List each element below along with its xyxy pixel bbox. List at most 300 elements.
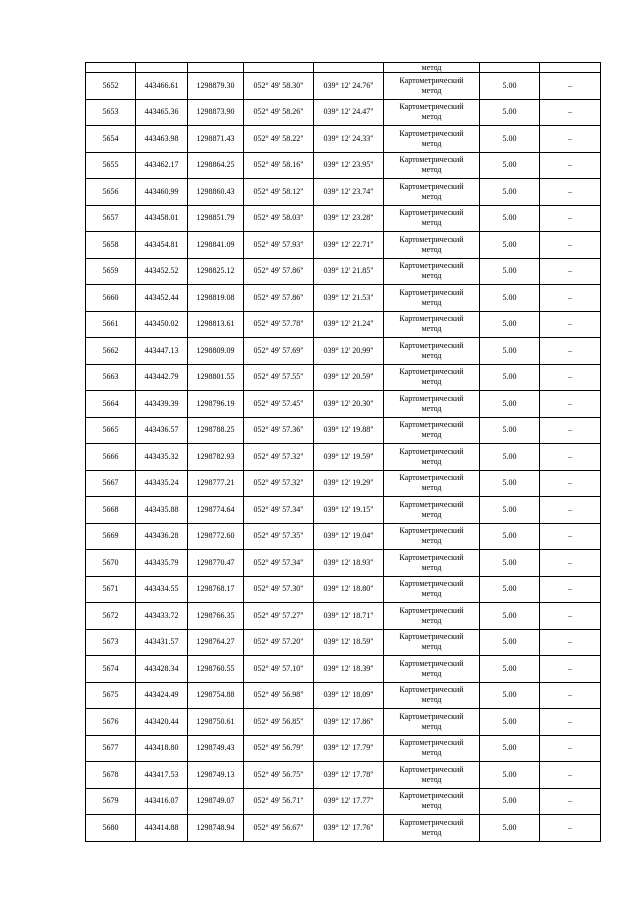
accuracy-cell: 5.00 (480, 258, 540, 285)
method-text-line: метод (421, 642, 442, 652)
note-cell: – (540, 709, 601, 736)
point-number-cell: 5671 (86, 576, 136, 603)
y-coordinate-cell: 1298766.35 (188, 603, 244, 630)
method-text-line: метод (421, 748, 442, 758)
x-coordinate-cell: 443439.39 (136, 391, 188, 418)
accuracy-cell (480, 63, 540, 73)
x-coordinate-cell: 443435.79 (136, 550, 188, 577)
y-coordinate-cell: 1298841.09 (188, 232, 244, 259)
method-text-line: Картометрический (399, 287, 464, 297)
y-coordinate-cell: 1298813.61 (188, 311, 244, 338)
method-text-line: Картометрический (399, 473, 464, 483)
latitude-cell: 052° 49' 58.12" (244, 179, 314, 206)
point-number-cell: 5667 (86, 470, 136, 497)
point-number-cell: 5660 (86, 285, 136, 312)
method-cell (384, 285, 480, 312)
method-cell (384, 682, 480, 709)
method-text-line: метод (421, 271, 442, 281)
y-coordinate-cell: 1298819.08 (188, 285, 244, 312)
accuracy-cell: 5.00 (480, 285, 540, 312)
table-body (86, 63, 601, 842)
accuracy-cell: 5.00 (480, 815, 540, 842)
table-row (86, 285, 601, 312)
x-coordinate-cell: 443433.72 (136, 603, 188, 630)
method-cell (384, 709, 480, 736)
latitude-cell: 052° 49' 57.86" (244, 285, 314, 312)
method-text-line: Картометрический (399, 181, 464, 191)
method-text-line: Картометрический (399, 128, 464, 138)
note-cell (540, 63, 601, 73)
method-text-line: Картометрический (399, 499, 464, 509)
longitude-cell: 039° 12' 18.09" (314, 682, 384, 709)
y-coordinate-cell: 1298782.93 (188, 444, 244, 471)
latitude-cell: 052° 49' 57.36" (244, 417, 314, 444)
method-cell (384, 788, 480, 815)
method-cell (384, 656, 480, 683)
latitude-cell: 052° 49' 57.27" (244, 603, 314, 630)
point-number-cell: 5663 (86, 364, 136, 391)
table-row (86, 735, 601, 762)
y-coordinate-cell: 1298772.60 (188, 523, 244, 550)
method-cell (384, 735, 480, 762)
x-coordinate-cell: 443462.17 (136, 152, 188, 179)
method-cell (384, 311, 480, 338)
method-cell (384, 762, 480, 789)
longitude-cell: 039° 12' 18.80" (314, 576, 384, 603)
method-text-line: метод (421, 218, 442, 228)
longitude-cell: 039° 12' 17.76" (314, 815, 384, 842)
table-row (86, 126, 601, 153)
note-cell: – (540, 523, 601, 550)
table-row (86, 523, 601, 550)
method-cell (384, 205, 480, 232)
accuracy-cell: 5.00 (480, 364, 540, 391)
table-row (86, 179, 601, 206)
x-coordinate-cell: 443424.49 (136, 682, 188, 709)
x-coordinate-cell: 443452.44 (136, 285, 188, 312)
longitude-cell: 039° 12' 20.59" (314, 364, 384, 391)
y-coordinate-cell: 1298749.43 (188, 735, 244, 762)
method-text-line: метод (421, 350, 442, 360)
point-number-cell: 5679 (86, 788, 136, 815)
method-cell (384, 417, 480, 444)
coordinates-table (85, 62, 601, 842)
note-cell: – (540, 364, 601, 391)
table-row (86, 815, 601, 842)
y-coordinate-cell: 1298801.55 (188, 364, 244, 391)
accuracy-cell: 5.00 (480, 179, 540, 206)
y-coordinate-cell: 1298879.30 (188, 73, 244, 100)
method-text-line: Картометрический (399, 261, 464, 271)
method-text-line: метод (421, 509, 442, 519)
accuracy-cell: 5.00 (480, 311, 540, 338)
x-coordinate-cell: 443416.07 (136, 788, 188, 815)
y-coordinate-cell: 1298871.43 (188, 126, 244, 153)
y-coordinate-cell: 1298764.27 (188, 629, 244, 656)
table-row (86, 788, 601, 815)
latitude-cell: 052° 49' 57.34" (244, 550, 314, 577)
y-coordinate-cell: 1298788.25 (188, 417, 244, 444)
method-text-line: Картометрический (399, 552, 464, 562)
latitude-cell: 052° 49' 56.75" (244, 762, 314, 789)
method-text-line: Картометрический (399, 738, 464, 748)
table-row (86, 709, 601, 736)
note-cell: – (540, 497, 601, 524)
x-coordinate-cell: 443435.24 (136, 470, 188, 497)
y-coordinate-cell: 1298749.13 (188, 762, 244, 789)
method-text-line: метод (421, 695, 442, 705)
method-text-line: Картометрический (399, 208, 464, 218)
note-cell: – (540, 576, 601, 603)
latitude-cell: 052° 49' 58.16" (244, 152, 314, 179)
table-row (86, 682, 601, 709)
point-number-cell: 5655 (86, 152, 136, 179)
method-text-line: метод (421, 774, 442, 784)
method-text-line: метод (421, 615, 442, 625)
note-cell: – (540, 232, 601, 259)
point-number-cell: 5675 (86, 682, 136, 709)
point-number-cell: 5653 (86, 99, 136, 126)
longitude-cell (314, 63, 384, 73)
method-text-line: метод (421, 827, 442, 837)
note-cell: – (540, 73, 601, 100)
x-coordinate-cell: 443460.99 (136, 179, 188, 206)
table-row (86, 603, 601, 630)
note-cell: – (540, 603, 601, 630)
point-number-cell: 5674 (86, 656, 136, 683)
note-cell: – (540, 550, 601, 577)
method-text-line: Картометрический (399, 605, 464, 615)
x-coordinate-cell: 443450.02 (136, 311, 188, 338)
accuracy-cell: 5.00 (480, 735, 540, 762)
method-cell: метод (384, 63, 480, 73)
point-number-cell: 5656 (86, 179, 136, 206)
point-number-cell: 5672 (86, 603, 136, 630)
longitude-cell: 039° 12' 24.33" (314, 126, 384, 153)
method-cell (384, 497, 480, 524)
longitude-cell: 039° 12' 20.99" (314, 338, 384, 365)
latitude-cell: 052° 49' 57.35" (244, 523, 314, 550)
method-text-line: Картометрический (399, 102, 464, 112)
method-cell (384, 470, 480, 497)
x-coordinate-cell: 443428.34 (136, 656, 188, 683)
method-text-line: метод (421, 536, 442, 546)
longitude-cell: 039° 12' 21.24" (314, 311, 384, 338)
longitude-cell: 039° 12' 17.77" (314, 788, 384, 815)
longitude-cell: 039° 12' 19.88" (314, 417, 384, 444)
note-cell: – (540, 285, 601, 312)
continuation-row (86, 63, 601, 73)
method-cell (384, 576, 480, 603)
table-row (86, 629, 601, 656)
longitude-cell: 039° 12' 17.78" (314, 762, 384, 789)
y-coordinate-cell: 1298796.19 (188, 391, 244, 418)
x-coordinate-cell: 443465.36 (136, 99, 188, 126)
accuracy-cell: 5.00 (480, 629, 540, 656)
method-text-line: Картометрический (399, 393, 464, 403)
method-text-line: Картометрический (399, 711, 464, 721)
x-coordinate-cell: 443417.53 (136, 762, 188, 789)
y-coordinate-cell: 1298754.88 (188, 682, 244, 709)
method-cell (384, 629, 480, 656)
table-row (86, 391, 601, 418)
point-number-cell: 5659 (86, 258, 136, 285)
table-row (86, 73, 601, 100)
x-coordinate-cell: 443418.80 (136, 735, 188, 762)
method-cell (384, 391, 480, 418)
longitude-cell: 039° 12' 24.47" (314, 99, 384, 126)
table-row (86, 364, 601, 391)
y-coordinate-cell: 1298825.12 (188, 258, 244, 285)
y-coordinate-cell: 1298851.79 (188, 205, 244, 232)
method-text-line: метод (421, 403, 442, 413)
method-text-line: метод (421, 430, 442, 440)
x-coordinate-cell: 443463.98 (136, 126, 188, 153)
method-text-line: метод (421, 324, 442, 334)
longitude-cell: 039° 12' 22.71" (314, 232, 384, 259)
method-text-line: метод (421, 562, 442, 572)
accuracy-cell: 5.00 (480, 682, 540, 709)
longitude-cell: 039° 12' 19.04" (314, 523, 384, 550)
y-coordinate-cell: 1298809.09 (188, 338, 244, 365)
accuracy-cell: 5.00 (480, 497, 540, 524)
table-row (86, 258, 601, 285)
point-number-cell: 5661 (86, 311, 136, 338)
point-number-cell: 5652 (86, 73, 136, 100)
note-cell: – (540, 735, 601, 762)
latitude-cell: 052° 49' 56.79" (244, 735, 314, 762)
note-cell: – (540, 629, 601, 656)
x-coordinate-cell: 443414.88 (136, 815, 188, 842)
x-coordinate-cell: 443454.81 (136, 232, 188, 259)
note-cell: – (540, 444, 601, 471)
table-row (86, 338, 601, 365)
method-text-line: Картометрический (399, 420, 464, 430)
x-coordinate-cell: 443420.44 (136, 709, 188, 736)
note-cell: – (540, 152, 601, 179)
table-row (86, 656, 601, 683)
method-text-line: метод (421, 244, 442, 254)
longitude-cell: 039° 12' 23.74" (314, 179, 384, 206)
table-row (86, 232, 601, 259)
accuracy-cell: 5.00 (480, 470, 540, 497)
y-coordinate-cell: 1298750.61 (188, 709, 244, 736)
latitude-cell: 052° 49' 57.10" (244, 656, 314, 683)
note-cell: – (540, 258, 601, 285)
method-cell (384, 152, 480, 179)
longitude-cell: 039° 12' 18.93" (314, 550, 384, 577)
point-number-cell: 5665 (86, 417, 136, 444)
y-coordinate-cell: 1298860.43 (188, 179, 244, 206)
table-row (86, 550, 601, 577)
y-coordinate-cell (188, 63, 244, 73)
x-coordinate-cell: 443436.57 (136, 417, 188, 444)
accuracy-cell: 5.00 (480, 762, 540, 789)
y-coordinate-cell: 1298748.94 (188, 815, 244, 842)
method-cell (384, 232, 480, 259)
latitude-cell: 052° 49' 56.98" (244, 682, 314, 709)
table-row (86, 444, 601, 471)
note-cell: – (540, 391, 601, 418)
latitude-cell: 052° 49' 56.71" (244, 788, 314, 815)
accuracy-cell: 5.00 (480, 391, 540, 418)
accuracy-cell: 5.00 (480, 232, 540, 259)
note-cell: – (540, 179, 601, 206)
method-text-line: Картометрический (399, 764, 464, 774)
latitude-cell: 052° 49' 58.22" (244, 126, 314, 153)
method-cell (384, 603, 480, 630)
method-text-line: метод (421, 112, 442, 122)
accuracy-cell: 5.00 (480, 99, 540, 126)
x-coordinate-cell: 443442.79 (136, 364, 188, 391)
latitude-cell: 052° 49' 57.34" (244, 497, 314, 524)
latitude-cell: 052° 49' 58.03" (244, 205, 314, 232)
accuracy-cell: 5.00 (480, 338, 540, 365)
y-coordinate-cell: 1298760.55 (188, 656, 244, 683)
x-coordinate-cell: 443434.55 (136, 576, 188, 603)
accuracy-cell: 5.00 (480, 709, 540, 736)
table-row (86, 497, 601, 524)
x-coordinate-cell: 443466.61 (136, 73, 188, 100)
latitude-cell: 052° 49' 57.86" (244, 258, 314, 285)
note-cell: – (540, 470, 601, 497)
method-text-line: метод (421, 801, 442, 811)
accuracy-cell: 5.00 (480, 444, 540, 471)
method-text-line: метод (421, 483, 442, 493)
latitude-cell: 052° 49' 57.32" (244, 470, 314, 497)
latitude-cell: 052° 49' 56.85" (244, 709, 314, 736)
longitude-cell: 039° 12' 21.53" (314, 285, 384, 312)
accuracy-cell: 5.00 (480, 550, 540, 577)
y-coordinate-cell: 1298749.07 (188, 788, 244, 815)
method-text-line: Картометрический (399, 817, 464, 827)
note-cell: – (540, 788, 601, 815)
method-text-line: метод (421, 165, 442, 175)
y-coordinate-cell: 1298873.90 (188, 99, 244, 126)
latitude-cell: 052° 49' 58.30" (244, 73, 314, 100)
point-number-cell: 5670 (86, 550, 136, 577)
longitude-cell: 039° 12' 20.30" (314, 391, 384, 418)
y-coordinate-cell: 1298770.47 (188, 550, 244, 577)
method-cell (384, 179, 480, 206)
method-text-line: Картометрический (399, 685, 464, 695)
point-number-cell: 5658 (86, 232, 136, 259)
point-number-cell (86, 63, 136, 73)
y-coordinate-cell: 1298777.21 (188, 470, 244, 497)
point-number-cell: 5677 (86, 735, 136, 762)
accuracy-cell: 5.00 (480, 603, 540, 630)
method-text-line: метод (421, 297, 442, 307)
longitude-cell: 039° 12' 23.28" (314, 205, 384, 232)
latitude-cell: 052° 49' 57.78" (244, 311, 314, 338)
method-cell (384, 126, 480, 153)
longitude-cell: 039° 12' 19.15" (314, 497, 384, 524)
method-text-line: Картометрический (399, 75, 464, 85)
note-cell: – (540, 338, 601, 365)
longitude-cell: 039° 12' 18.59" (314, 629, 384, 656)
table-row (86, 152, 601, 179)
method-text-line: метод (421, 456, 442, 466)
method-cell (384, 73, 480, 100)
note-cell: – (540, 656, 601, 683)
latitude-cell (244, 63, 314, 73)
point-number-cell: 5673 (86, 629, 136, 656)
accuracy-cell: 5.00 (480, 152, 540, 179)
note-cell: – (540, 99, 601, 126)
method-cell (384, 444, 480, 471)
note-cell: – (540, 815, 601, 842)
longitude-cell: 039° 12' 24.76" (314, 73, 384, 100)
method-text-line: Картометрический (399, 658, 464, 668)
method-cell (384, 364, 480, 391)
table-row (86, 99, 601, 126)
accuracy-cell: 5.00 (480, 576, 540, 603)
table-row (86, 311, 601, 338)
point-number-cell: 5678 (86, 762, 136, 789)
table-row (86, 205, 601, 232)
note-cell: – (540, 205, 601, 232)
accuracy-cell: 5.00 (480, 126, 540, 153)
longitude-cell: 039° 12' 19.29" (314, 470, 384, 497)
method-text-line: Картометрический (399, 155, 464, 165)
table-row (86, 762, 601, 789)
latitude-cell: 052° 49' 57.30" (244, 576, 314, 603)
note-cell: – (540, 762, 601, 789)
method-text-line: Картометрический (399, 579, 464, 589)
accuracy-cell: 5.00 (480, 656, 540, 683)
latitude-cell: 052° 49' 57.45" (244, 391, 314, 418)
y-coordinate-cell: 1298768.17 (188, 576, 244, 603)
latitude-cell: 052° 49' 57.55" (244, 364, 314, 391)
longitude-cell: 039° 12' 21.85" (314, 258, 384, 285)
accuracy-cell: 5.00 (480, 73, 540, 100)
latitude-cell: 052° 49' 56.67" (244, 815, 314, 842)
x-coordinate-cell: 443435.88 (136, 497, 188, 524)
method-text-line: метод (421, 589, 442, 599)
method-cell (384, 258, 480, 285)
method-text-line: метод (421, 191, 442, 201)
method-cell (384, 815, 480, 842)
method-cell (384, 523, 480, 550)
method-text-line: Картометрический (399, 314, 464, 324)
accuracy-cell: 5.00 (480, 523, 540, 550)
method-text-line: Картометрический (399, 446, 464, 456)
point-number-cell: 5669 (86, 523, 136, 550)
method-text-line: метод (421, 721, 442, 731)
y-coordinate-cell: 1298864.25 (188, 152, 244, 179)
method-text-line: метод (421, 85, 442, 95)
method-cell (384, 338, 480, 365)
method-text-line: Картометрический (399, 340, 464, 350)
latitude-cell: 052° 49' 57.32" (244, 444, 314, 471)
latitude-cell: 052° 49' 57.69" (244, 338, 314, 365)
longitude-cell: 039° 12' 17.86" (314, 709, 384, 736)
note-cell: – (540, 311, 601, 338)
table-row (86, 417, 601, 444)
table-row (86, 576, 601, 603)
x-coordinate-cell: 443447.13 (136, 338, 188, 365)
method-text-line: Картометрический (399, 632, 464, 642)
longitude-cell: 039° 12' 19.59" (314, 444, 384, 471)
method-text-line: Картометрический (399, 791, 464, 801)
longitude-cell: 039° 12' 18.39" (314, 656, 384, 683)
x-coordinate-cell: 443458.01 (136, 205, 188, 232)
method-text-line: метод (421, 668, 442, 678)
longitude-cell: 039° 12' 23.95" (314, 152, 384, 179)
table-row (86, 470, 601, 497)
accuracy-cell: 5.00 (480, 417, 540, 444)
method-text-line: Картометрический (399, 234, 464, 244)
